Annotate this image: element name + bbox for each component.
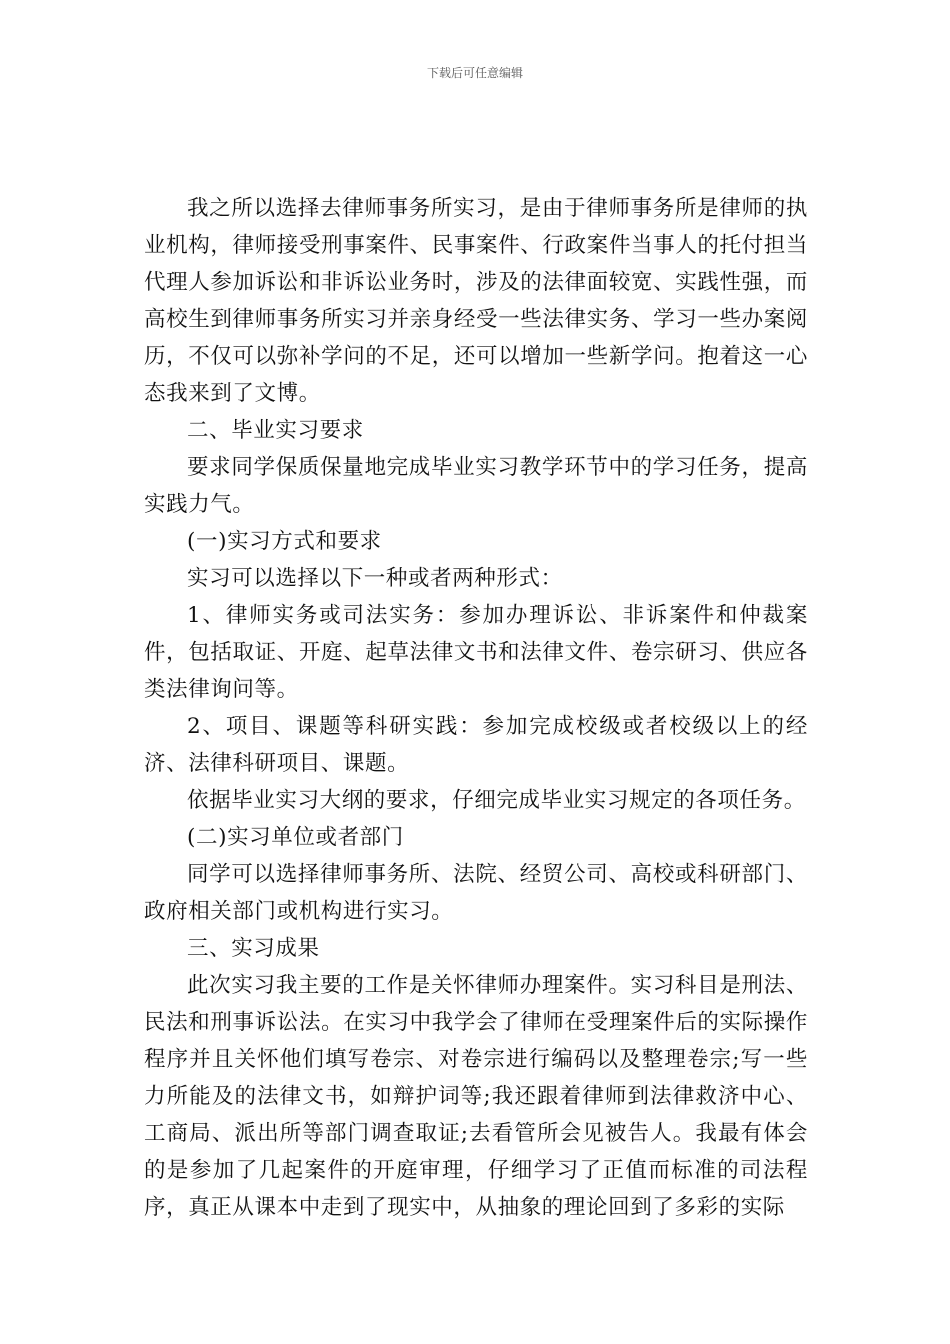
subheading-units: (二)实习单位或者部门 (187, 825, 404, 850)
section-heading-results: 三、实习成果 (187, 936, 320, 961)
document-body (144, 190, 808, 1226)
subheading-methods: (一)实习方式和要求 (187, 529, 382, 554)
paragraph-requirements: 要求同学保质保量地完成毕业实习教学环节中的学习任务，提高实践力气。 (144, 455, 808, 517)
paragraph-forms: 实习可以选择以下一种或者两种形式： (187, 566, 563, 591)
header-note: 下载后可任意编辑 (426, 66, 523, 80)
paragraph-intro: 我之所以选择去律师事务所实习，是由于律师事务所是律师的执业机构，律师接受刑事案件、民事案件、行政案件当事人的托付担当代理人参加诉讼和非诉讼业务时，涉及的法律面较宽、实践性强，而高校生到律师事务所实习并亲身经受一些法律实务、学习一些办案阅历，不仅可以弥补学问的不足，还可以增加一些新学问。抱着这一心态我来到了文博。 (144, 196, 808, 406)
paragraph-units: 同学可以选择律师事务所、法院、经贸公司、高校或科研部门、政府相关部门或机构进行实习。 (144, 862, 808, 924)
paragraph-results: 此次实习我主要的工作是关怀律师办理案件。实习科目是刑法、民法和刑事诉讼法。在实习中我学会了律师在受理案件后的实际操作程序并且关怀他们填写卷宗、对卷宗进行编码以及整理卷宗;写一些力所能及的法律文书，如辩护词等;我还跟着律师到法律救济中心、工商局、派出所等部门调查取证;去看管所会见被告人。我最有体会的是参加了几起案件的开庭审理，仔细学习了正值而标准的司法程序，真正从课本中走到了现实中，从抽象的理论回到了多彩的实际 (144, 973, 808, 1220)
paragraph-syllabus: 依据毕业实习大纲的要求，仔细完成毕业实习规定的各项任务。 (187, 788, 806, 813)
list-item-research-practice: 2、项目、课题等科研实践：参加完成校级或者校级以上的经济、法律科研项目、课题。 (144, 714, 808, 776)
section-heading-requirements: 二、毕业实习要求 (187, 418, 364, 443)
list-item-legal-practice: 1、律师实务或司法实务：参加办理诉讼、非诉案件和仲裁案件，包括取证、开庭、起草法律文书和法律文件、卷宗研习、供应各类法律询问等。 (144, 603, 808, 702)
